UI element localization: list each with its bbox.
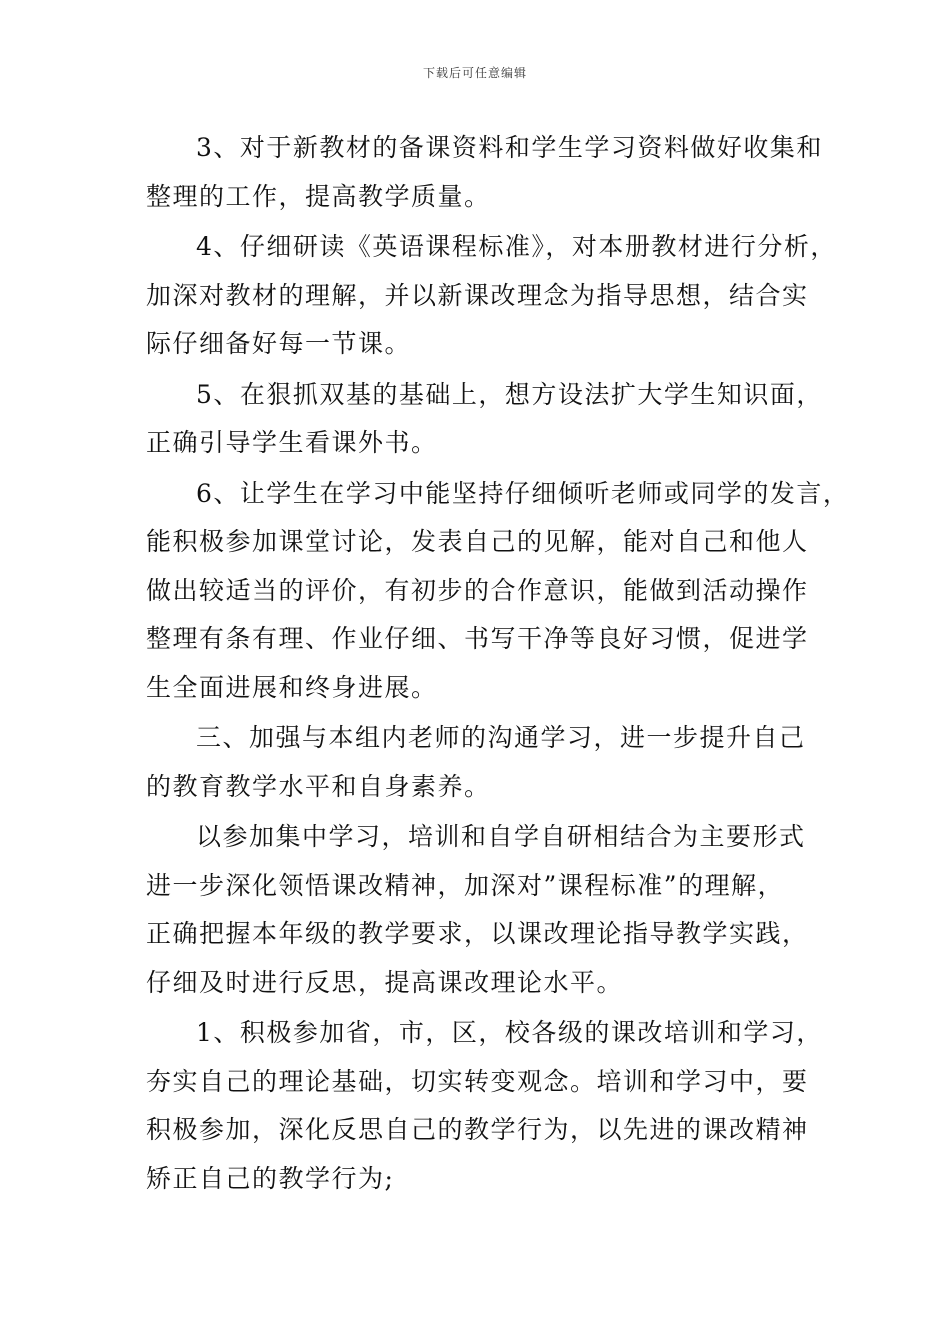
text-line: 4、仔细研读《英语课程标准》，对本册教材进行分析， bbox=[196, 232, 837, 261]
text-line: 夯实自己的理论基础，切实转变观念。培训和学习中，要 bbox=[146, 1066, 809, 1096]
text-line: 矫正自己的教学行为; bbox=[146, 1163, 395, 1193]
text-line: 整理有条有理、作业仔细、书写干净等良好习惯，促进学 bbox=[146, 624, 809, 653]
text-line: 生全面进展和终身进展。 bbox=[146, 672, 438, 702]
text-line: 积极参加，深化反思自己的教学行为，以先进的课改精神 bbox=[146, 1115, 809, 1144]
text-line: 正确引导学生看课外书。 bbox=[146, 428, 438, 457]
paragraph-item-6 bbox=[146, 470, 850, 713]
paragraph-item-4 bbox=[146, 223, 837, 369]
text-line: 1、积极参加省，市，区，校各级的课改培训和学习， bbox=[196, 1018, 823, 1047]
paragraph-item-1 bbox=[146, 1009, 823, 1203]
page-header: 下载后可任意编辑 bbox=[422, 66, 527, 80]
text-line: 三、加强与本组内老师的沟通学习，进一步提升自己 bbox=[196, 723, 806, 752]
text-line: 6、让学生在学习中能坚持仔细倾听老师或同学的发言， bbox=[196, 478, 850, 508]
text-line: 做出较适当的评价，有初步的合作意识，能做到活动操作 bbox=[146, 575, 809, 605]
text-line: 仔细及时进行反思，提高课改理论水平。 bbox=[146, 967, 624, 997]
text-line: 5、在狠抓双基的基础上，想方设法扩大学生知识面， bbox=[196, 379, 823, 409]
text-line: 能积极参加课堂讨论，发表自己的见解，能对自己和他人 bbox=[146, 527, 809, 556]
paragraph-item-3 bbox=[146, 124, 823, 221]
text-line: 的教育教学水平和自身素养。 bbox=[146, 771, 491, 801]
paragraph-section-3 bbox=[146, 714, 818, 811]
text-line: 正确把握本年级的教学要求，以课改理论指导教学实践， bbox=[146, 919, 809, 948]
document-body bbox=[146, 124, 850, 1205]
text-line: 进一步深化领悟课改精神，加深对”课程标准”的理解， bbox=[146, 870, 785, 900]
paragraph-item-5 bbox=[146, 371, 823, 468]
text-line: 整理的工作，提高教学质量。 bbox=[146, 181, 491, 211]
text-line: 以参加集中学习，培训和自学自研相结合为主要形式 bbox=[196, 822, 806, 851]
text-line: 加深对教材的理解，并以新课改理念为指导思想，结合实 bbox=[146, 280, 809, 310]
text-line: 3、对于新教材的备课资料和学生学习资料做好收集和 bbox=[196, 133, 823, 162]
paragraph-intro bbox=[146, 813, 818, 1007]
text-line: 际仔细备好每一节课。 bbox=[146, 329, 412, 358]
